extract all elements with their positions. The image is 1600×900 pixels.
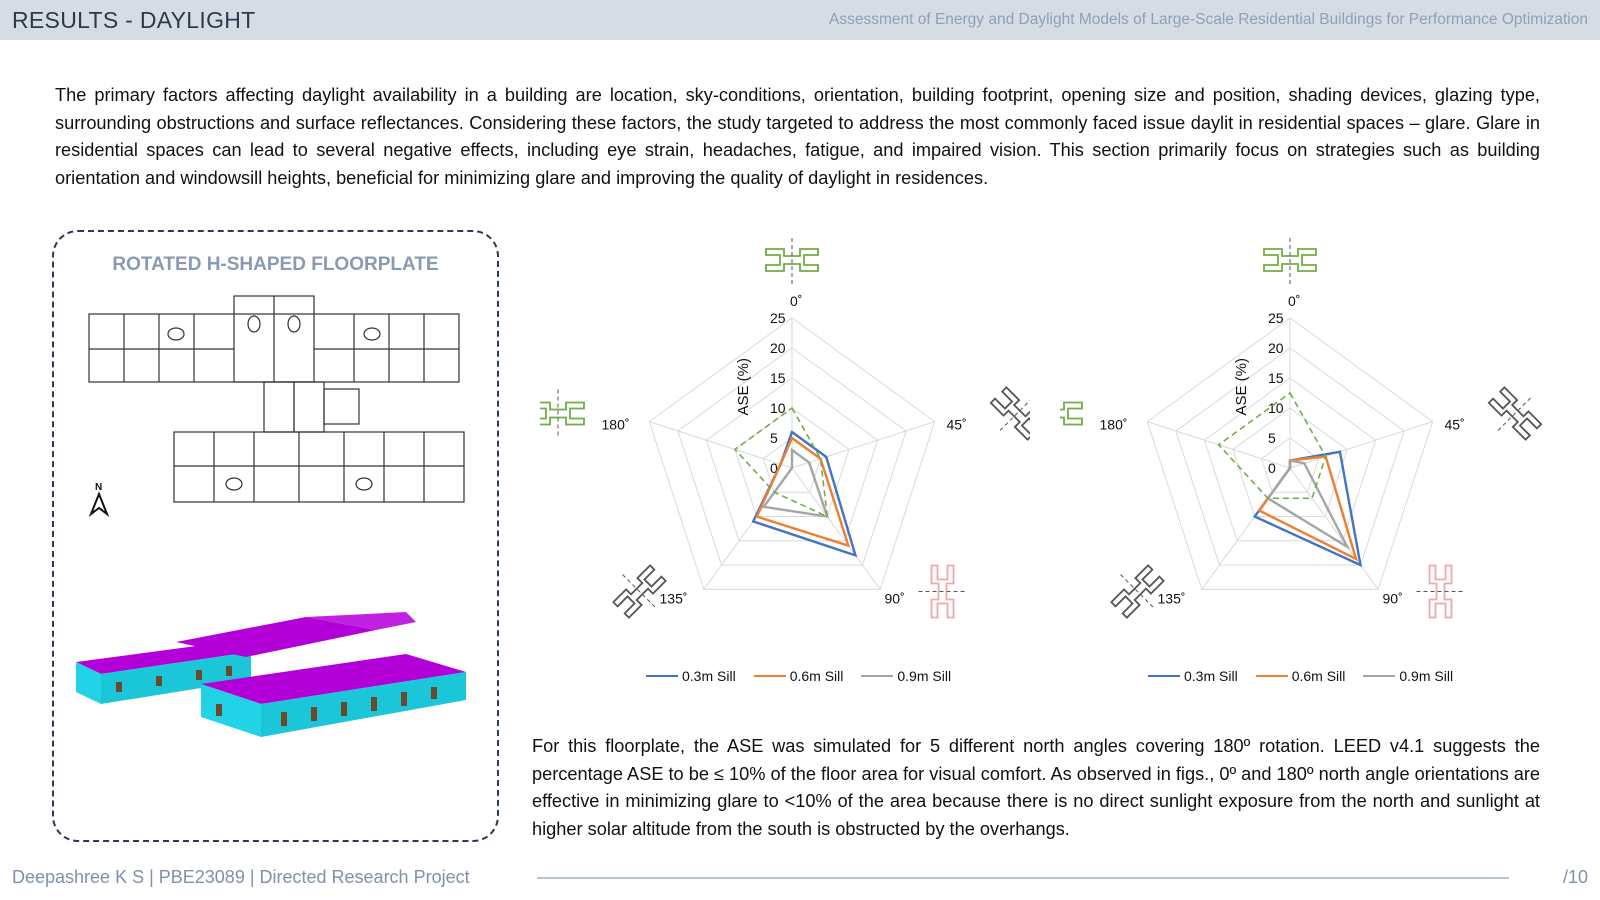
category-label: 135˚: [1157, 590, 1186, 607]
intro-paragraph: The primary factors affecting daylight availability in a building are location, sky-conditions, orientation, building footprint, opening size and position, shading devices, glazing type, surrounding obstructions and surface reflectances. Considering these factors, the study targeted to address the most commonly faced issue daylit in residential spaces – glare. Glare in residential spaces can lead to several negative effects, including eye strain, headaches, fatigue, and impaired vision. This section primarily focus on strategies such as building orientation and windowsill heights, beneficial for minimizing glare and improving the quality of daylight in residences.: [55, 85, 1540, 188]
legend-item: [754, 668, 844, 684]
tick-label: 25: [1268, 310, 1284, 326]
isometric-building-image: [76, 612, 476, 752]
building-orientation-icon-outline: [991, 387, 1030, 439]
tick-label: 0: [1268, 460, 1276, 476]
tick-label: 15: [770, 370, 786, 386]
legend-label: 0.6m Sill: [1291, 668, 1346, 684]
category-label: 0˚: [790, 293, 803, 309]
legend-label: 0.3m Sill: [682, 668, 736, 684]
floorplate-panel: [52, 230, 499, 842]
legend-label: 0.9m Sill: [897, 668, 952, 684]
tick-label: 20: [1268, 340, 1284, 356]
tick-label: 20: [770, 340, 786, 356]
header-bar: [0, 0, 1600, 40]
legend-label: 0.3m Sill: [1184, 668, 1238, 684]
building-orientation-icon: [982, 378, 1030, 449]
legend-item: [861, 668, 951, 684]
radar-chart-right: [1060, 230, 1550, 660]
category-label: 0˚: [1288, 293, 1301, 309]
series-line: [753, 432, 855, 555]
tick-label: 5: [1268, 430, 1276, 446]
legend-swatch: [1363, 675, 1395, 677]
building-orientation-icon-outline: [540, 403, 584, 425]
building-orientation-icon: [1264, 236, 1316, 284]
conclusion-paragraph: For this floorplate, the ASE was simulated for 5 different north angles covering 180º rotation. LEED v4.1 suggests the percentage ASE to be ≤ 10% of the floor area for visual comfort. As observed in figs., 0º and 180º north angle orientations are effective in minimizing glare to <10% of the area because there is no direct sunlight exposure from the north and sunlight at higher solar altitude from the south is obstructed by the overhangs.: [532, 736, 1541, 839]
grid-spoke: [1290, 422, 1433, 468]
tick-label: 0: [770, 460, 778, 476]
building-orientation-icon: [1060, 390, 1082, 438]
floorplate-title: ROTATED H-SHAPED FLOORPLATE: [112, 254, 439, 275]
building-orientation-icon: [766, 236, 818, 284]
footer-author: Deepashree K S | PBE23089 | Directed Research Project: [12, 867, 470, 887]
tick-label: 5: [770, 430, 778, 446]
legend-swatch: [1256, 675, 1288, 677]
category-label: 180˚: [1099, 416, 1128, 433]
legend-swatch: [1148, 675, 1180, 677]
legend-swatch: [861, 675, 893, 677]
category-label: 45˚: [1444, 416, 1465, 433]
floor-plan-drawing: [84, 294, 474, 524]
legend-item: [1148, 668, 1238, 684]
legend-label: 0.9m Sill: [1399, 668, 1454, 684]
legend-item: [1363, 668, 1453, 684]
category-label: 90˚: [884, 590, 905, 607]
category-label: 180˚: [601, 416, 630, 433]
radar-chart-left: [540, 230, 1030, 660]
tick-label: 10: [1268, 400, 1284, 416]
north-label: N: [95, 482, 103, 493]
building-orientation-icon: [919, 566, 967, 618]
building-orientation-icon: [1480, 378, 1550, 449]
legend-swatch: [754, 675, 786, 677]
legend-item: [1256, 668, 1346, 684]
tick-label: 10: [770, 400, 786, 416]
legend-item: [646, 668, 736, 684]
footer-page-number: /10: [1562, 867, 1588, 887]
building-orientation-icon-outline: [1060, 403, 1082, 425]
tick-label: 15: [1268, 370, 1284, 386]
building-orientation-icon: [540, 390, 584, 438]
chart-legend-right: [1148, 668, 1453, 684]
category-label: 45˚: [946, 416, 967, 433]
axis-title: ASE (%): [1233, 357, 1250, 416]
building-orientation-icon: [1417, 566, 1465, 618]
north-arrow-icon: [84, 480, 114, 520]
chart-legend-left: [646, 668, 951, 684]
tick-label: 25: [770, 310, 786, 326]
axis-title: ASE (%): [735, 357, 752, 416]
footer-divider: [537, 877, 1509, 879]
legend-swatch: [646, 675, 678, 677]
legend-label: 0.6m Sill: [789, 668, 844, 684]
slide-subtitle: Assessment of Energy and Daylight Models of Large-Scale Residential Buildings for Performance Optimization: [828, 11, 1588, 28]
category-label: 135˚: [659, 590, 688, 607]
category-label: 90˚: [1382, 590, 1403, 607]
slide-title: RESULTS - DAYLIGHT: [12, 7, 256, 33]
